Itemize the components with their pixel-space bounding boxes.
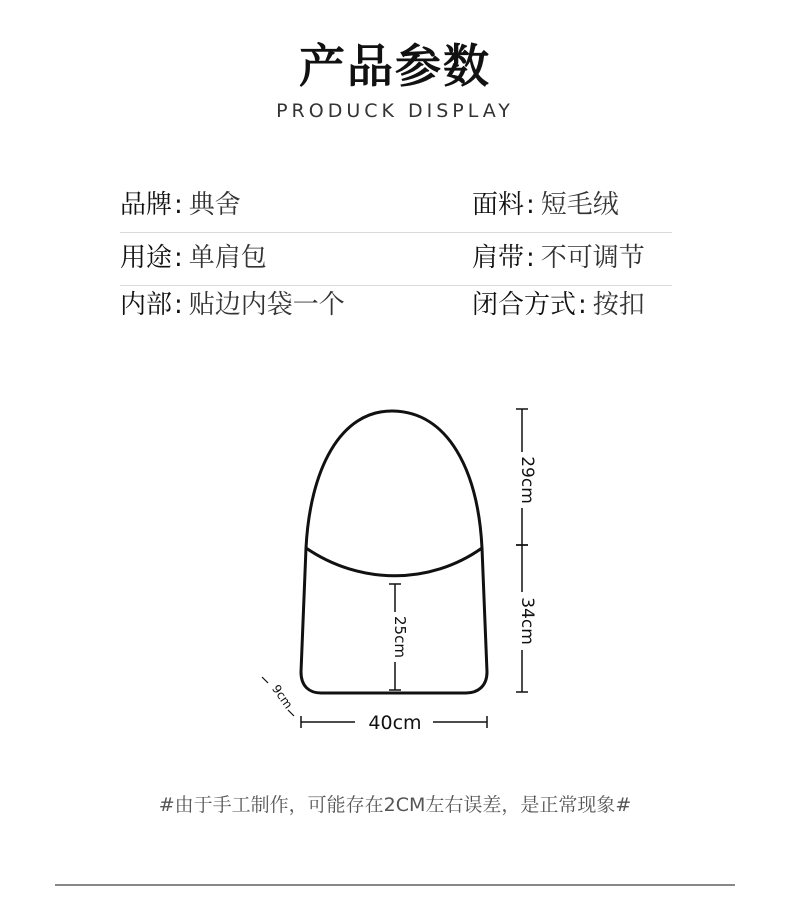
spec-key: 肩带 [472, 243, 525, 273]
spec-usage [120, 237, 267, 274]
tolerance-note: #由于手工制作，可能存在2CM左右误差，是正常现象# [158, 794, 632, 816]
spec-brand [120, 184, 241, 221]
spec-row [120, 284, 672, 324]
spec-value: 短毛绒 [540, 190, 619, 220]
spec-value: 单肩包 [188, 243, 267, 273]
spec-value: 按扣 [592, 290, 645, 320]
spec-interior [120, 284, 345, 321]
upper-height-label: 29cm [517, 456, 537, 504]
spec-value: 不可调节 [540, 243, 645, 273]
spec-colon: : [174, 290, 183, 320]
spec-colon: : [578, 290, 587, 320]
page-title: 产品参数 [299, 39, 491, 93]
bottom-divider [55, 884, 735, 886]
spec-value: 典舍 [188, 190, 241, 220]
spec-key: 闭合方式 [472, 290, 577, 320]
spec-key: 品牌 [120, 190, 173, 220]
spec-row [120, 237, 672, 277]
depth-label: 9cm [269, 682, 296, 712]
spec-row [120, 184, 672, 224]
width-label: 40cm [368, 712, 422, 734]
spec-value: 贴边内袋一个 [188, 290, 345, 320]
spec-key: 内部 [120, 290, 173, 320]
total-height-label: 34cm [517, 597, 537, 645]
spec-colon: : [174, 190, 183, 220]
bag-dimension-diagram [0, 380, 790, 740]
spec-closure [472, 284, 645, 321]
row-divider [120, 232, 672, 233]
spec-fabric [472, 184, 619, 221]
pocket-height-label: 25cm [391, 616, 409, 658]
spec-colon: : [526, 243, 535, 273]
spec-key: 用途 [120, 243, 173, 273]
spec-colon: : [174, 243, 183, 273]
spec-strap [472, 237, 645, 274]
page-subtitle: PRODUCK DISPLAY [276, 100, 514, 122]
spec-colon: : [526, 190, 535, 220]
pocket-flap-line [306, 548, 482, 576]
spec-key: 面料 [472, 190, 525, 220]
